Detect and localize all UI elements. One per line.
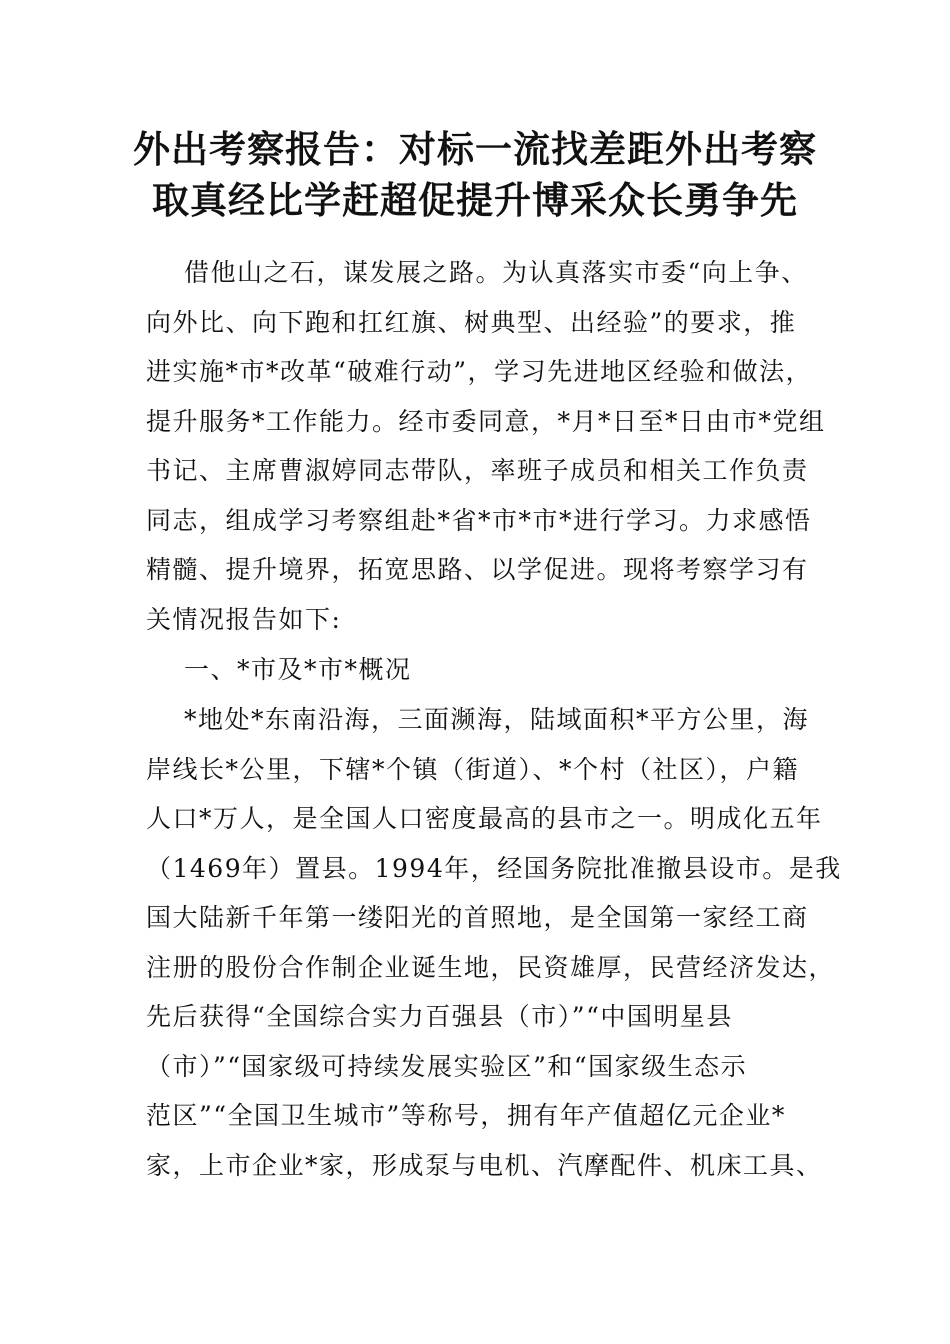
paragraph-line: 书记、主席曹淑婷同志带队，率班子成员和相关工作负责 — [146, 456, 809, 485]
paragraph-line: 国大陆新千年第一缕阳光的首照地，是全国第一家经工商 — [146, 903, 809, 932]
paragraph-line: 先后获得“全国综合实力百强县（市）”“中国明星县 — [146, 1002, 733, 1031]
paragraph-line: 精髓、提升境界，拓宽思路、以学促进。现将考察学习有 — [146, 555, 809, 584]
section-heading: 一、*市及*市*概况 — [184, 655, 412, 684]
paragraph-line: 借他山之石，谋发展之路。为认真落实市委“向上争、 — [184, 258, 808, 287]
paragraph-line: 范区”“全国卫生城市”等称号，拥有年产值超亿元企业* — [146, 1101, 786, 1130]
paragraph-line: 人口*万人，是全国人口密度最高的县市之一。明成化五年 — [146, 804, 823, 833]
paragraph-line: 岸线长*公里，下辖*个镇（街道）、*个村（社区），户籍 — [146, 755, 800, 784]
paragraph-line: 家，上市企业*家，形成泵与电机、汽摩配件、机床工具、 — [146, 1151, 823, 1180]
paragraph-line: 向外比、向下跑和扛红旗、树典型、出经验”的要求，推 — [146, 308, 797, 337]
paragraph-line: （1469年）置县。1994年，经国务院批准撤县设市。是我 — [146, 854, 842, 883]
paragraph-line: *地处*东南沿海，三面濒海，陆域面积*平方公里，海 — [184, 705, 810, 734]
paragraph-line: 同志，组成学习考察组赴*省*市*市*进行学习。力求感悟 — [146, 506, 812, 535]
paragraph-line: 注册的股份合作制企业诞生地，民资雄厚，民营经济发达， — [146, 953, 836, 982]
paragraph-line: 关情况报告如下: — [146, 605, 342, 634]
document-title-line-2: 取真经比学赶超促提升博采众长勇争先 — [152, 178, 798, 222]
paragraph-line: 提升服务*工作能力。经市委同意，*月*日至*日由市*党组 — [146, 407, 826, 436]
paragraph-line: （市）”“国家级可持续发展实验区”和“国家级生态示 — [146, 1052, 748, 1081]
document-title-line-1: 外出考察报告：对标一流找差距外出考察 — [133, 127, 817, 171]
paragraph-line: 进实施*市*改革“破难行动”，学习先进地区经验和做法， — [146, 357, 813, 386]
